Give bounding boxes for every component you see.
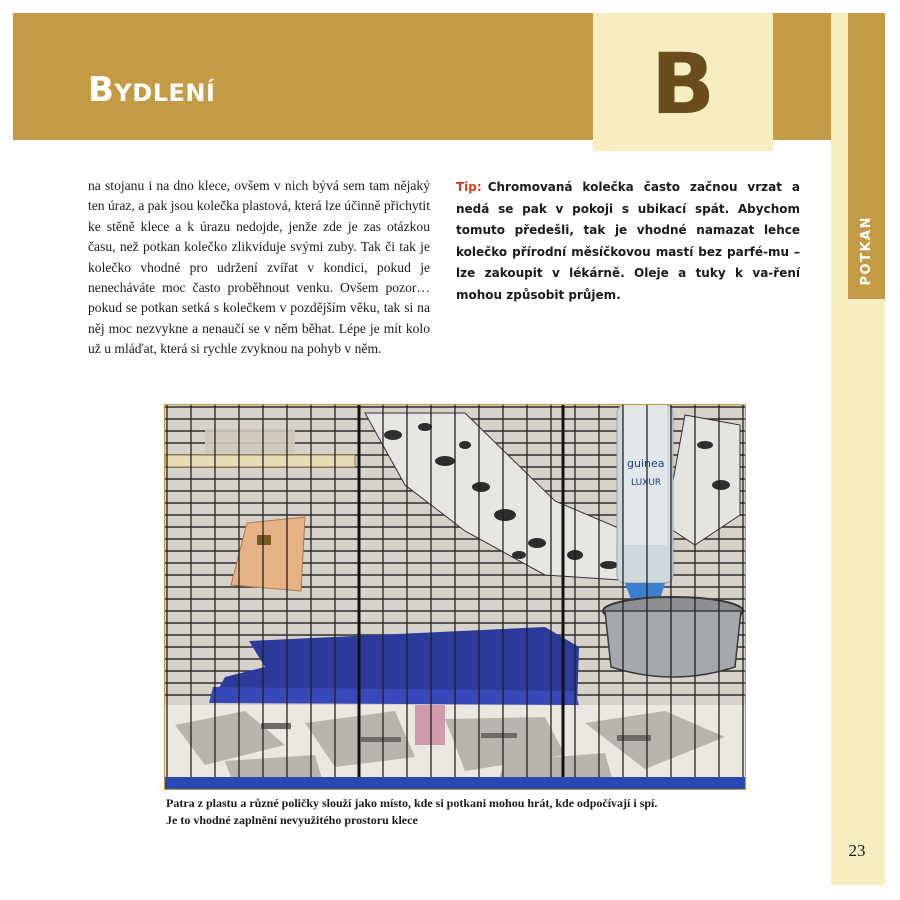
- tip-label: Tip:: [456, 180, 482, 194]
- page-number: 23: [848, 841, 866, 860]
- caption-line-2: Je to vhodné zaplnění nevyužitého prostoru klece: [166, 813, 418, 827]
- tip-text: Chromovaná kolečka často začnou vrzat a nedá se pak v pokoji s ubikací spát. Abychom tomuto předešli, tak je vhodné namazat lehce kolečko přírodní měsíčkovou mastí bez parfé-mu – lze zakoupit v lékárně. Oleje a tuky k va-ření mohou způsobit průjem.: [456, 180, 800, 302]
- side-tab-label: POTKAN: [859, 215, 874, 285]
- body-text: na stojanu i na dno klece, ovšem v nich bývá sem tam nějaký ten úraz, a pak jsou kolečka plastová, která lze účinně přichytit ke stěně klece a k úrazu nedojde, jenže zde je zas otázkou času, než potkan kolečko zlikviduje svými zuby. Tak či tak je kolečko vhodné pro udržení zvířat v kondici, pokud je nenecháváte moc často proběhnout venku. Ovšem pozor…pokud se potkan setká s kolečkem v pozdějším věku, tak si na něj moc nezvykne a nenaučí se v něm běhat. Lépe je mít kolo už u mláďat, která si rychle zvyknou na pohyb v něm.: [88, 178, 430, 357]
- chapter-letter-box: [593, 13, 773, 151]
- side-tab-label-wrap: [848, 13, 885, 299]
- caption-line-1: Patra z plastu a různé poličky slouží jako místo, kde si potkani mohou hrát, kde odpočívají i spí.: [166, 796, 658, 810]
- cage-photo-illustration: [165, 405, 745, 789]
- tip-box: [456, 177, 800, 306]
- cage-photo: [164, 404, 746, 790]
- chapter-letter: B: [650, 35, 716, 133]
- section-title: Bydlení: [88, 70, 216, 110]
- photo-caption: [166, 795, 796, 829]
